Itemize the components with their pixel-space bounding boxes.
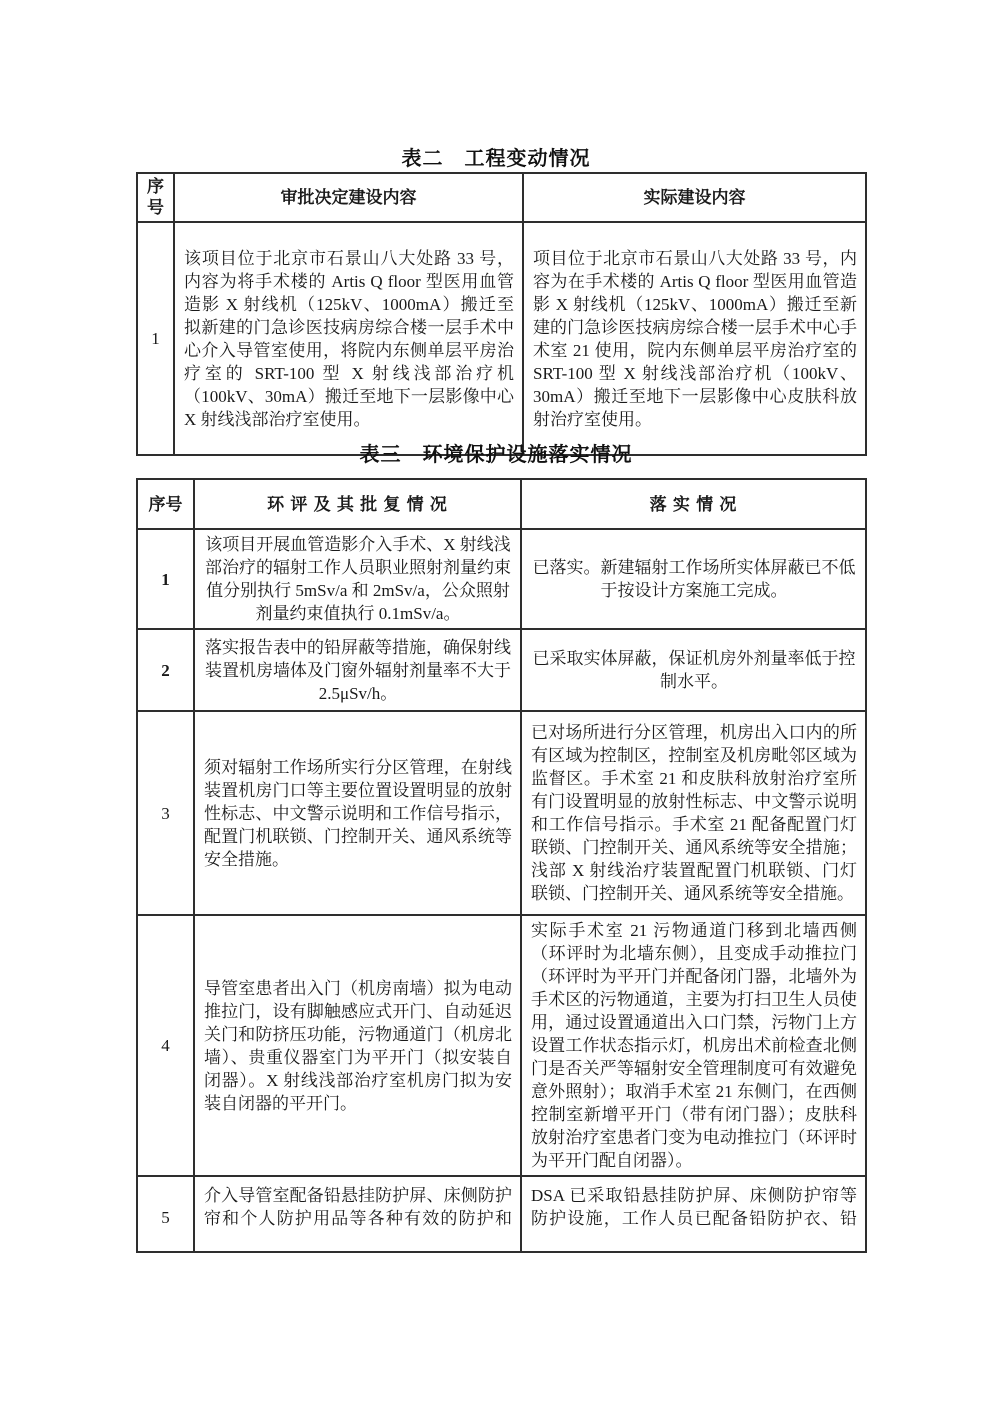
cell-eia-content: 该项目开展血管造影介入手术、X 射线浅部治疗的辐射工作人员职业照射剂量约束值分别执行 5mSv/a 和 2mSv/a，公众照射剂量约束值执行 0.1mSv/a。 (194, 529, 521, 629)
table3-row-1 (137, 529, 866, 629)
cell-eia-content: 导管室患者出入门（机房南墙）拟为电动推拉门，设有脚触感应式开门、自动延迟关门和防挤压功能，污物通道门（机房北墙）、贵重仪器室门为平开门（拟安装自闭器）。X 射线浅部治疗室机房门拟为安装自闭器的平开门。 (194, 915, 521, 1176)
table3-row-4 (137, 915, 866, 1176)
cell-impl-content (521, 1176, 866, 1252)
cell-impl-content: 已对场所进行分区管理，机房出入口内的所有区域为控制区，控制室及机房毗邻区域为监督区。手术室 21 和皮肤科放射治疗室所有门设置明显的放射性标志、中文警示说明和工作信号指示。手术室 21 配备配置门灯联锁、门控制开关、通风系统等安全措施；浅部 X 射线治疗装置配置门机联锁、门灯联锁、门控制开关、通风系统等安全措施。 (521, 711, 866, 915)
table2-header-approved: 审批决定建设内容 (174, 173, 523, 222)
cell-actual-content: 项目位于北京市石景山八大处路 33 号，内容为在手术楼的 Artis Q floor 型医用血管造影 X 射线机（125kV、1000mA）搬迁至新建的门急诊医技病房综合楼一层手术中心手术室 21 使用，院内东侧单层平房治疗室的 SRT-100 型 X 射线浅部治疗机（100kV、30mA）搬迁至地下一层影像中心皮肤科放射治疗室使用。 (523, 222, 866, 455)
table2-header-seq (137, 173, 174, 222)
table2-header-actual: 实际建设内容 (523, 173, 866, 222)
row-number-cell: 1 (137, 222, 174, 455)
row-number-cell: 4 (137, 915, 194, 1176)
table3-row-5 (137, 1176, 866, 1252)
cell-impl-content: 实际手术室 21 污物通道门移到北墙西侧（环评时为北墙东侧），且变成手动推拉门（环评时为平开门并配备闭门器，北墙外为手术区的污物通道，主要为打扫卫生人员使用，通过设置通道出入口门禁，污物门上方设置工作状态指示灯，机房出术前检查北侧门是否关严等辐射安全管理制度可有效避免意外照射）；取消手术室 21 东侧门，在西侧控制室新增平开门（带有闭门器）；皮肤科放射治疗室患者门变为电动推拉门（环评时为平开门配自闭器）。 (521, 915, 866, 1176)
cell-impl-content: 已落实。新建辐射工作场所实体屏蔽已不低于按设计方案施工完成。 (521, 529, 866, 629)
row-number-cell: 5 (137, 1176, 194, 1252)
row-number-cell: 3 (137, 711, 194, 915)
table2 (136, 172, 867, 456)
table3-row-2 (137, 629, 866, 711)
table3-header-row (137, 479, 866, 529)
table2-row-1 (137, 222, 866, 455)
cell-eia-content (194, 1176, 521, 1252)
table3-header-eia: 环 评 及 其 批 复 情 况 (194, 479, 521, 529)
cell-eia-content: 落实报告表中的铅屏蔽等措施，确保射线装置机房墙体及门窗外辐射剂量率不大于 2.5μSv/h。 (194, 629, 521, 711)
table2-header-row (137, 173, 866, 222)
clipped-text: 介入导管室配备铅悬挂防护屏、床侧防护帘和个人防护用品等各种有效的防护和 (204, 1186, 512, 1228)
clipped-text: DSA 已采取铅悬挂防护屏、床侧防护帘等防护设施，工作人员已配备铅防护衣、铅 (531, 1186, 857, 1228)
cell-impl-content: 已采取实体屏蔽，保证机房外剂量率低于控制水平。 (521, 629, 866, 711)
cell-eia-content: 须对辐射工作场所实行分区管理，在射线装置机房门口等主要位置设置明显的放射性标志、中文警示说明和工作信号指示，配置门机联锁、门控制开关、通风系统等安全措施。 (194, 711, 521, 915)
row-number-cell: 1 (137, 529, 194, 629)
table2-header-seq-label: 序号 (147, 177, 164, 217)
table3-header-seq: 序号 (137, 479, 194, 529)
cell-approved-content: 该项目位于北京市石景山八大处路 33 号，内容为将手术楼的 Artis Q floor 型医用血管造影 X 射线机（125kV、1000mA）搬迁至拟新建的门急诊医技病房综合楼一层手术中心介入导管室使用，将院内东侧单层平房治疗室的 SRT-100 型 X 射线浅部治疗机（100kV、30mA）搬迁至地下一层影像中心 X 射线浅部治疗室使用。 (174, 222, 523, 455)
table3 (136, 478, 867, 1253)
table3-header-impl: 落 实 情 况 (521, 479, 866, 529)
table3-row-3 (137, 711, 866, 915)
table3-title: 表三 环境保护设施落实情况 (359, 444, 633, 466)
row-number-cell: 2 (137, 629, 194, 711)
table2-title: 表二 工程变动情况 (401, 148, 591, 170)
